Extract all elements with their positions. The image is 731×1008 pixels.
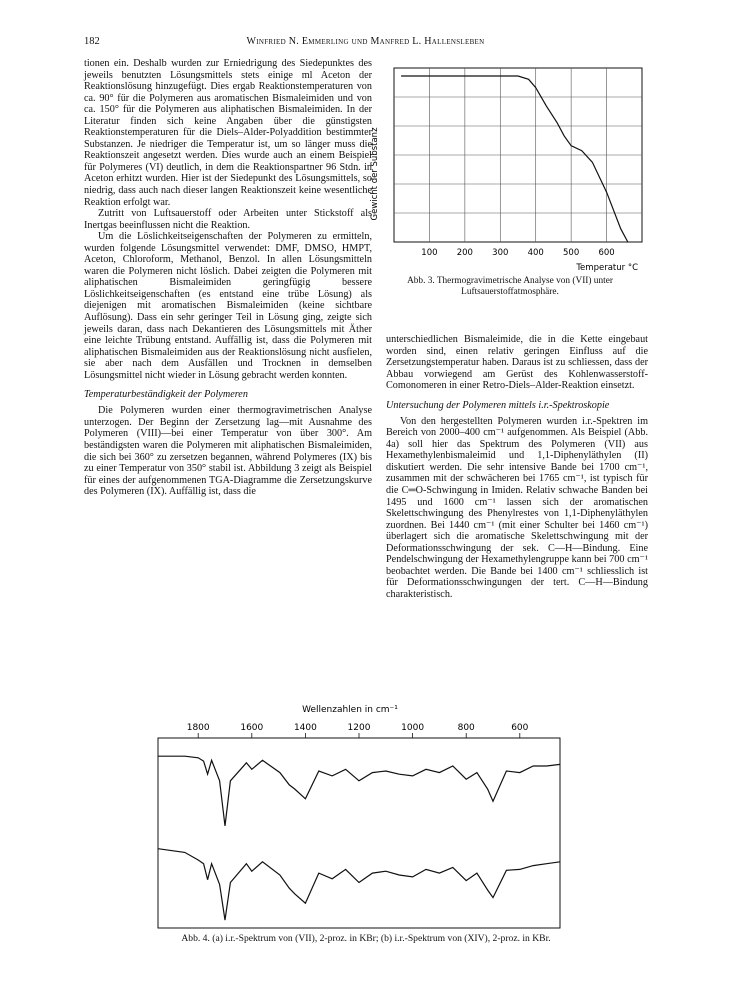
figure-4-caption: Abb. 4. (a) i.r.-Spektrum von (VII), 2-proz. in KBr; (b) i.r.-Spektrum von (XIV), 2-proz. in KBr.	[181, 933, 551, 944]
left-paragraph-1: tionen ein. Deshalb wurden zur Erniedrigung des Siedepunktes des jeweils benutzten Lösungsmittels stets einige ml Aceton der Reaktionslösung hinzugefügt. Dies ergab Reaktionstemperaturen von ca. 90° für die Polymeren aus aromatischen Bismaleimiden und von ca. 150° für die Polymeren aus aliphatischen Bismaleimiden. In der Literatur finden sich keine Angaben über die günstigsten Reaktionstemperaturen für die Diels–Alder-Polyaddition bestimmter Substanzen. Je niedriger die Temperatur ist, um so länger muss die Reaktionszeit angesetzt werden. Dies wurde auch an einem Beispiel für Polymeres (VI) deutlich, in dem die Reaktionspartner 96 Stdn. in Aceton erhitzt wurden. Hier ist der Siedepunkt des Lösungsmittels, so niedrig, dass auch nach dieser langen Reaktionszeit keine wesentliche Reaktion erfolgt war.	[84, 58, 372, 208]
left-paragraph-4: Die Polymeren wurden einer thermogravimetrischen Analyse unterzogen. Der Beginn der Zersetzung lag—mit Ausnahme des Polymeren (VIII)—bei einer Temperatur von über 300°. Am beständigsten waren die Polymeren mit aliphatischen Bismaleimiden, die sich bei 360° zu zersetzen begannen, während Polymeres (IX) bis zu einer Temperatur von 350° stabil ist. Abbildung 3 zeigt als Beispiel für eines der aufgenommenen TGA-Diagramme die Zersetzungskurve des Polymeren (IX). Auffällig ist, dass die	[84, 405, 372, 498]
ir-x-tick-label: 800	[457, 723, 475, 733]
tga-y-axis-label: Gewicht der Substanz	[370, 127, 380, 221]
tga-x-tick-label: 400	[527, 248, 544, 258]
page-number: 182	[84, 36, 100, 47]
ir-spectrum-a	[158, 756, 560, 826]
tga-plot	[370, 62, 650, 274]
right-paragraph-1: unterschiedlichen Bismaleimide, die in die Kette eingebaut worden sind, einen relativ geringen Einfluss auf die Zersetzungstemperatur haben. Daraus ist zu schliessen, dass der Abbau vorwiegend am Gerüst des Kohlenwasserstoff-Comonomeren in einer Retro-Diels–Alder-Reaktion einsetzt.	[386, 334, 648, 392]
tga-x-tick-label: 300	[492, 248, 509, 258]
running-title: Winfried N. Emmerling und Manfred L. Hallensleben	[246, 36, 485, 47]
figure-3-caption: Abb. 3. Thermogravimetrische Analyse von (VII) unter Luftsauerstoffatmosphäre.	[407, 276, 613, 297]
left-paragraph-2: Zutritt von Luftsauerstoff oder Arbeiten unter Stickstoff als Inertgas beeinflussen nicht die Reaktion.	[84, 208, 372, 231]
right-column	[386, 334, 648, 600]
ir-x-tick-label: 1400	[293, 723, 317, 733]
left-column	[84, 58, 372, 498]
ir-x-tick-label: 600	[511, 723, 529, 733]
section-heading-temperature: Temperaturbeständigkeit der Polymeren	[84, 389, 248, 401]
tga-x-tick-label: 200	[456, 248, 473, 258]
ir-x-tick-label: 1200	[347, 723, 371, 733]
tga-x-axis-label: Temperatur °C	[576, 263, 638, 273]
figure-4-ir-spectra	[150, 700, 590, 930]
right-paragraph-2: Von den hergestellten Polymeren wurden i.r.-Spektren im Bereich von 2000–400 cm⁻¹ aufgenommen. Als Beispiel (Abb. 4a) soll hier das Spektrum des Polymeren (VII) aus Hexamethylenbismaleimid und 1,1-Diphenyläthylen (II) diskutiert werden. Die sehr intensive Bande bei 1700 cm⁻¹, zusammen mit der schwächeren bei 1765 cm⁻¹, ist typisch für die C═O-Schwingung in Imiden. Relativ schwache Banden bei 1495 und 1600 cm⁻¹ lassen sich der aromatischen Skelettschwingung des Phenylrestes von 1,1-Diphenyläthylen zuordnen. Bei 1440 cm⁻¹ (mit einer Schulter bei 1460 cm⁻¹) überlagert sich die aromatische Skelettschwingung mit der Deformationsschwingung der sek. C—H—Bindung. Eine Pendelschwingung der Hexamethylengruppe kann bei 700 cm⁻¹ beobachtet werden. Die Bande bei 1400 cm⁻¹ schliesslich ist für Deformationsschwingungen der tert. C—H—Bindung charakteristisch.	[386, 415, 648, 600]
ir-x-tick-label: 1600	[240, 723, 264, 733]
ir-x-tick-label: 1800	[186, 723, 210, 733]
figure-3-tga-chart	[370, 62, 650, 274]
left-paragraph-3: Um die Löslichkeitseigenschaften der Polymeren zu ermitteln, wurden folgende Lösungsmittel verwendet: DMF, DMSO, HMPT, Aceton, Chloroform, Methanol, Benzol. In allen Lösungsmitteln waren die Polymeren nicht löslich. Dabei zeigten die Polymeren mit aliphatischen Bismaleimiden geringfügig bessere Löslichkeitseigenschaften (es entstand eine trübe Lösung) als diejenigen mit aromatischen Bismaleimiden (keine sichtbare Auflösung). Dass ein sehr geringer Teil in Lösung ging, zeigte sich jeweils daran, dass nach Dekantieren des Lösungsmittels mit Äther eine leichte Trübung entstand. Auffällig ist, dass die Polymeren mit aliphatischen Bismaleimiden aus der Reaktionslösung nicht ausfielen, sie aber nach dem Ausfällen und Trocknen in demselben Lösungsmittel nicht wieder in Lösung gebracht werden konnten.	[84, 231, 372, 381]
section-heading-ir: Untersuchung der Polymeren mittels i.r.-Spektroskopie	[386, 399, 610, 411]
tga-x-tick-label: 600	[598, 248, 615, 258]
tga-x-tick-label: 100	[421, 248, 438, 258]
ir-plot	[150, 700, 590, 930]
tga-curve	[401, 76, 628, 242]
tga-x-tick-label: 500	[563, 248, 580, 258]
ir-spectrum-b	[158, 849, 560, 920]
ir-top-axis-label: Wellenzahlen in cm⁻¹	[302, 705, 398, 715]
ir-x-tick-label: 1000	[401, 723, 425, 733]
ir-plot-frame	[158, 738, 560, 928]
